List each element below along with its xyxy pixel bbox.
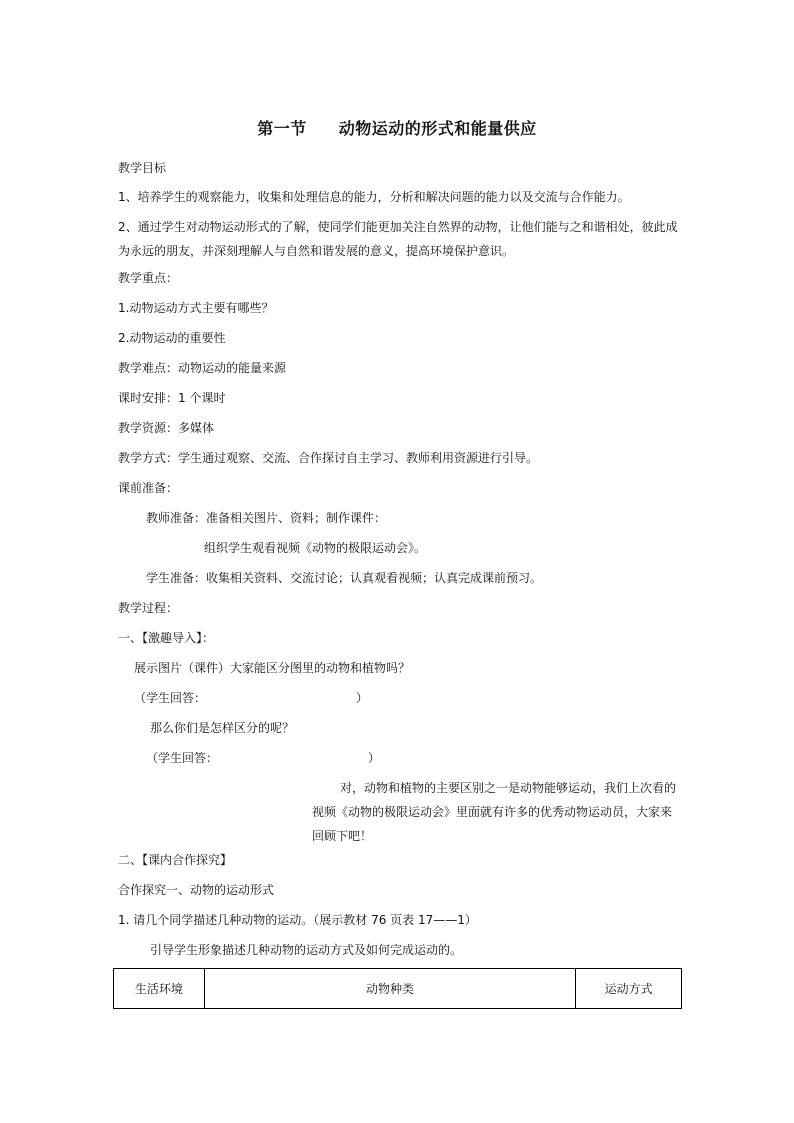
- movement-table: [113, 968, 682, 1009]
- table-header-row: [114, 969, 682, 1009]
- answer-close-2: ）: [368, 751, 381, 765]
- part1-heading: 一、【激趣导入】：: [118, 631, 215, 645]
- goals-heading: 教学目标: [118, 161, 167, 175]
- key-point-2: 2.动物运动的重要性: [118, 331, 226, 345]
- prep-heading: 课前准备：: [118, 481, 179, 495]
- key-point-1: 1.动物运动方式主要有哪些？: [118, 301, 274, 315]
- key-heading: 教学重点：: [118, 271, 179, 285]
- part1-question-1: 展示图片（课件）大家能区分图里的动物和植物吗？: [134, 661, 411, 675]
- teaching-method: 教学方式：学生通过观察、交流、合作探讨自主学习、教师利用资源进行引导。: [118, 451, 539, 465]
- process-heading: 教学过程：: [118, 601, 179, 615]
- goal-2: 2、通过学生对动物运动形式的了解，使同学们能更加关注自然界的动物，让他们能与之和谐相处，彼此成为永远的朋友，并深刻理解人与自然和谐发展的意义，提高环境保护意识。: [118, 220, 678, 258]
- answer-label-2: （学生回答：: [146, 751, 219, 765]
- explore-1-step: 1. 请几个同学描述几种动物的运动。（展示教材 76 页表 17——1）: [118, 913, 477, 927]
- student-prep: 学生准备：收集相关资料、交流讨论；认真观看视频；认真完成课前预习。: [146, 571, 543, 585]
- part2-heading: 二、【课内合作探究】: [118, 853, 233, 867]
- part1-question-2: 那么你们是怎样区分的呢？: [150, 721, 295, 735]
- answer-label-1: （学生回答：: [134, 691, 207, 705]
- resources: 教学资源：多媒体: [118, 421, 215, 435]
- section-number: 第一节: [257, 119, 307, 138]
- explore-1-guide: 引导学生形象描述几种动物的运动方式及如何完成运动的。: [150, 943, 463, 957]
- schedule: 课时安排：1 个课时: [118, 391, 226, 405]
- header-environment: 生活环境: [114, 969, 205, 1009]
- goal-1: 1、培养学生的观察能力，收集和处理信息的能力，分析和解决问题的能力以及交流与合作能力。: [118, 190, 630, 204]
- answer-close-1: ）: [356, 691, 369, 705]
- explore-1-title: 合作探究一、动物的运动形式: [118, 883, 275, 897]
- section-name: 动物运动的形式和能量供应: [338, 119, 537, 138]
- part1-explanation: 对，动物和植物的主要区别之一是动物能够运动，我们上次看的视频《动物的极限运动会》里面就有许多的优秀动物运动员，大家来回顾下吧！: [312, 781, 677, 843]
- teacher-prep-continued: 组织学生观看视频《动物的极限运动会》。: [204, 541, 427, 555]
- header-animal-species: 动物种类: [204, 969, 576, 1009]
- page-title: [0, 116, 794, 139]
- header-movement-mode: 运动方式: [576, 969, 682, 1009]
- difficulty: 教学难点：动物运动的能量来源: [118, 361, 287, 375]
- teacher-prep: 教师准备：准备相关图片、资料；制作课件：: [146, 511, 387, 525]
